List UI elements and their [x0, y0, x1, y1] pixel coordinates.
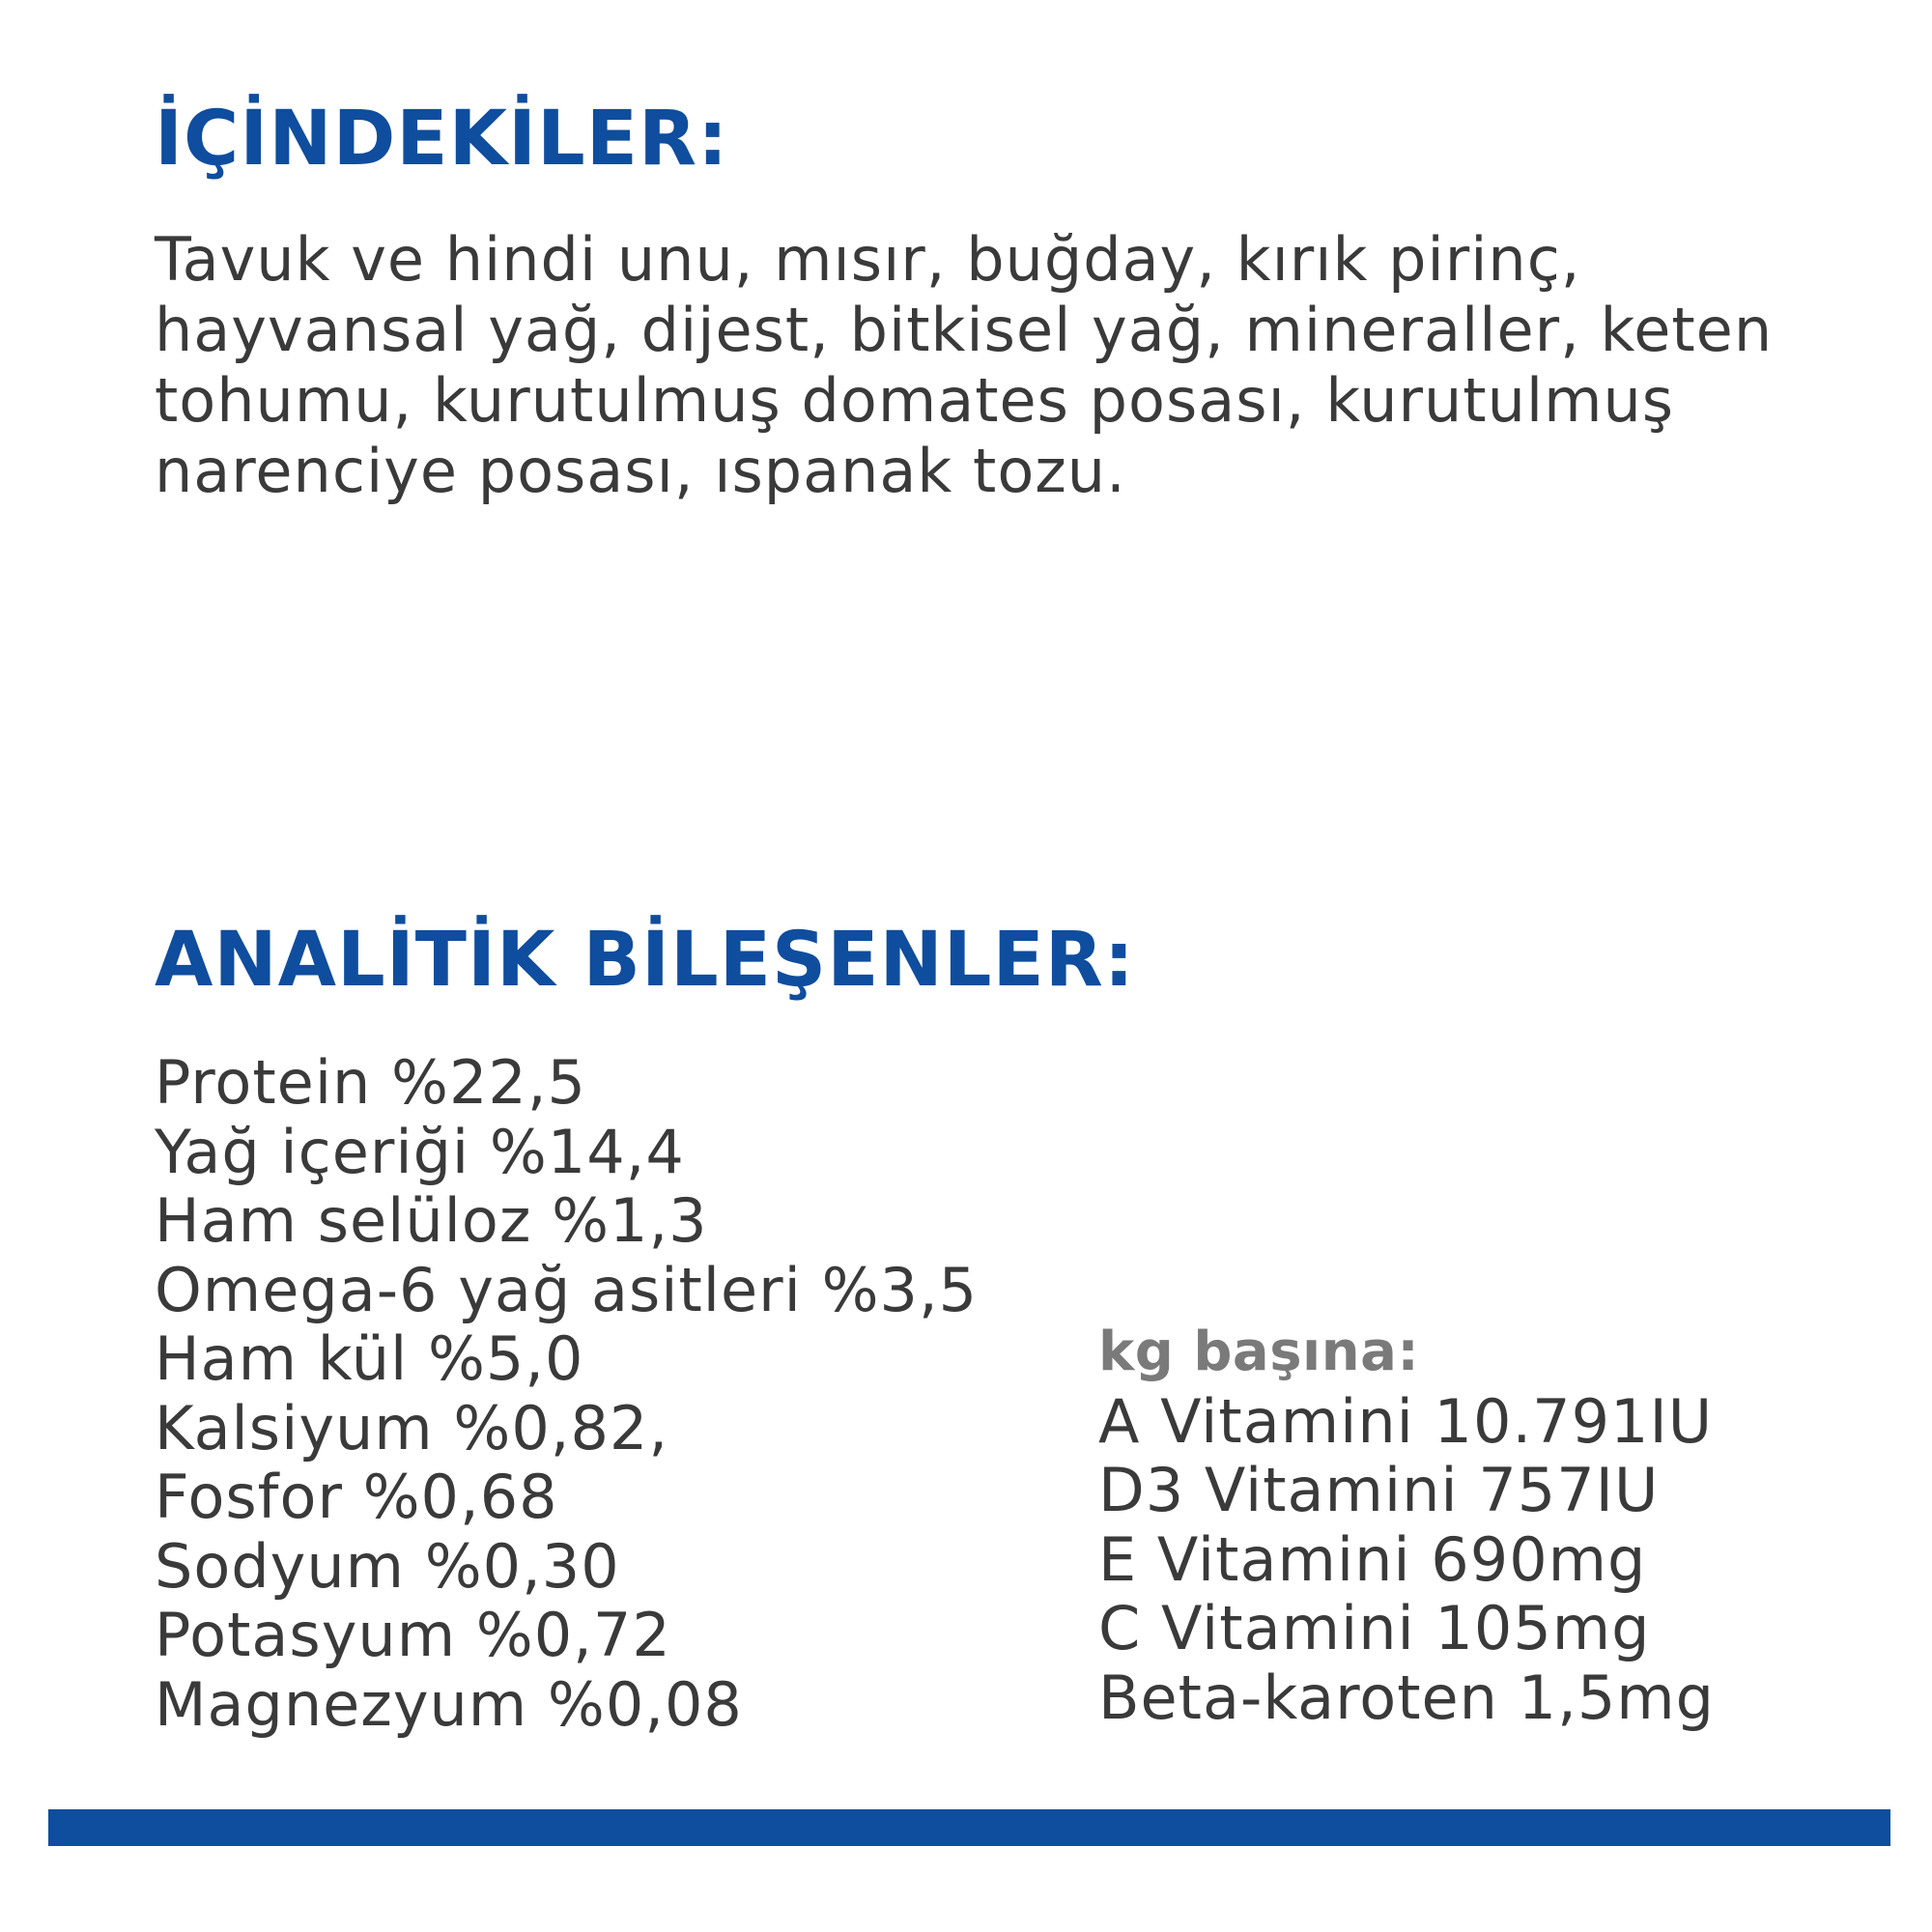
analytic-item: Ham selüloz %1,3: [155, 1185, 708, 1256]
analytic-heading: ANALİTİK BİLEŞENLER:: [155, 917, 1135, 1004]
vitamin-item: Beta-karoten 1,5mg: [1098, 1662, 1716, 1733]
ingredients-text: Tavuk ve hindi unu, mısır, buğday, kırık pirinç, hayvansal yağ, dijest, bitkisel yağ, mineraller, keten tohumu, kurutulmuş domates posası, kurutulmuş narenciye posası, ıspanak tozu.: [155, 224, 1774, 506]
vitamin-item: C Vitamini 105mg: [1098, 1593, 1651, 1663]
analytic-item: Yağ içeriği %14,4: [155, 1116, 685, 1187]
vitamin-item: E Vitamini 690mg: [1098, 1523, 1647, 1595]
analytic-item: Protein %22,5: [155, 1047, 586, 1118]
per-kg-heading: kg başına:: [1098, 1321, 1420, 1383]
per-kg-list: [1098, 1318, 1715, 1732]
ingredients-heading: İÇİNDEKİLER:: [155, 96, 729, 183]
analytic-item: Ham kül %5,0: [155, 1323, 584, 1394]
bottom-divider-bar: [48, 1809, 1890, 1846]
analytic-list: [155, 1048, 978, 1739]
analytic-item: Fosfor %0,68: [155, 1462, 558, 1532]
analytic-item: Potasyum %0,72: [155, 1600, 671, 1670]
vitamin-item: A Vitamini 10.791IU: [1098, 1385, 1714, 1457]
analytic-item: Kalsiyum %0,82,: [155, 1392, 669, 1463]
vitamin-item: D3 Vitamini 757IU: [1098, 1455, 1660, 1525]
analytic-item: Sodyum %0,30: [155, 1530, 620, 1602]
analytic-item: Magnezyum %0,08: [155, 1668, 743, 1740]
analytic-item: Omega-6 yağ asitleri %3,5: [155, 1254, 979, 1325]
